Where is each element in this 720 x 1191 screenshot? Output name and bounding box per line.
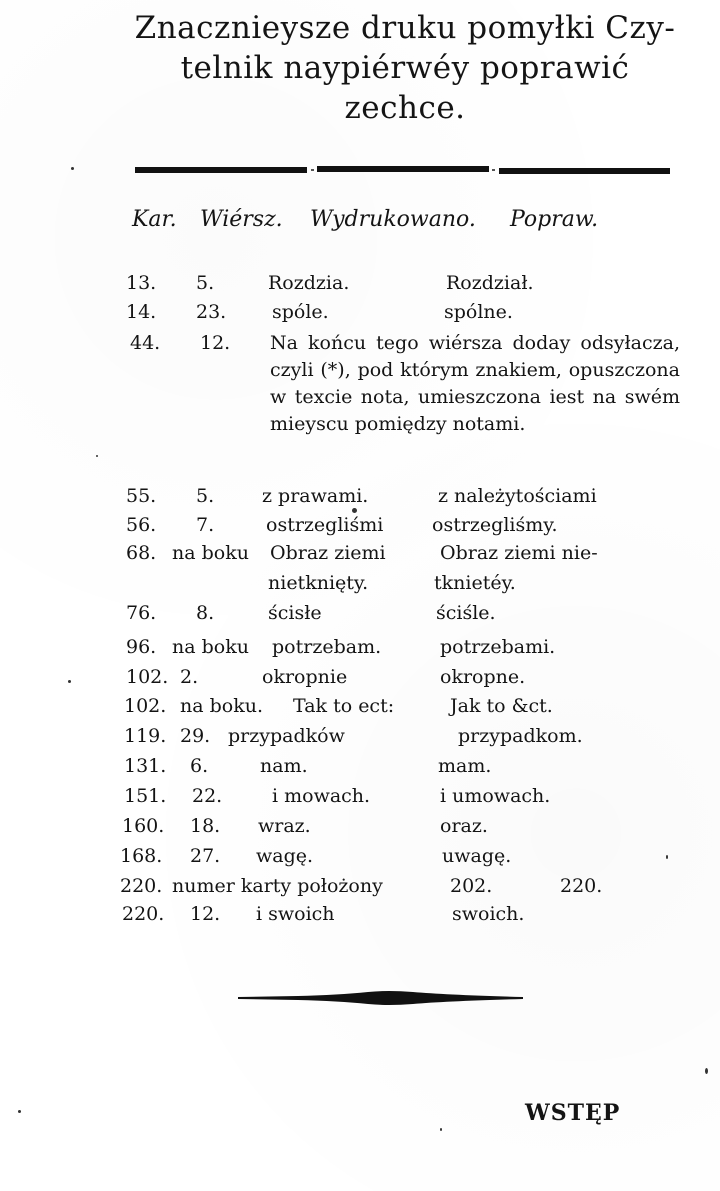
ink-speck (666, 855, 668, 859)
printed-text: potrzebam. (272, 636, 382, 658)
errata-row (0, 270, 720, 296)
line-number: 8. (196, 602, 215, 624)
page-number: 119. (124, 725, 167, 747)
header-printed: Wydrukowano. (310, 207, 476, 232)
errata-row (0, 483, 720, 509)
page-number: 76. (126, 602, 157, 624)
line-number: na boku. (180, 695, 263, 717)
corrected-text: Rozdział. (446, 272, 534, 294)
errata-row (0, 813, 720, 839)
title-line-2: telnik naypiérwéy poprawić (180, 50, 630, 86)
corrected-text: potrzebami. (440, 636, 556, 658)
bottom-ornament-rule (238, 985, 523, 1015)
printed-text: wraz. (258, 815, 311, 837)
corrected-text: 220. (560, 875, 603, 897)
page-number: 44. (130, 332, 161, 354)
page-number: 13. (126, 272, 157, 294)
corrected-text: oraz. (440, 815, 488, 837)
errata-row (0, 600, 720, 626)
printed-text: z prawami. (262, 485, 369, 507)
page-number: 55. (126, 485, 157, 507)
page-number: 220. (122, 903, 165, 925)
corrected-text: i umowach. (440, 785, 551, 807)
page-number: 56. (126, 514, 157, 536)
line-number: 29. (180, 725, 211, 747)
line-number: 2. (180, 666, 199, 688)
errata-row (0, 540, 720, 598)
line-number: na boku (172, 636, 249, 658)
errata-row (0, 512, 720, 538)
corrected-text: przypadkom. (458, 725, 583, 747)
errata-row (0, 664, 720, 690)
line-number: 5. (196, 272, 215, 294)
corrected-text: z należytościami (438, 485, 597, 507)
page-number: 96. (126, 636, 157, 658)
printed-text-continued: nietknięty. (268, 572, 369, 594)
line-number: numer karty położony (172, 875, 383, 897)
ink-speck (68, 680, 71, 683)
page-number: 102. (124, 695, 167, 717)
page-number: 68. (126, 542, 157, 564)
printed-text: ścisłe (268, 602, 322, 624)
page-number: 220. (120, 875, 163, 897)
errata-row (0, 753, 720, 779)
corrected-text: uwagę. (442, 845, 512, 867)
errata-row (0, 873, 720, 899)
errata-note: Na końcu tego wiérsza doday odsyłacza, czyli (*), pod którym znakiem, opuszczona w texcie nota, umieszczona iest na swém mieyscu pomiędzy notami. (270, 332, 680, 435)
corrected-text: okropne. (440, 666, 526, 688)
header-page: Kar. (132, 207, 177, 232)
errata-row (0, 723, 720, 749)
errata-row (0, 299, 720, 325)
page-number: 160. (122, 815, 165, 837)
corrected-text: Obraz ziemi nie- (440, 542, 598, 564)
printed-text: 202. (450, 875, 493, 897)
ink-speck (352, 508, 357, 513)
corrected-text-continued: tknietéy. (434, 572, 516, 594)
printed-text: Rozdzia. (268, 272, 350, 294)
line-number: 5. (196, 485, 215, 507)
line-number: 27. (190, 845, 221, 867)
printed-text: przypadków (228, 725, 345, 747)
errata-row (0, 901, 720, 927)
title-line-3: zechce. (344, 90, 466, 126)
corrected-text: ściśle. (436, 602, 496, 624)
page-number: 151. (124, 785, 167, 807)
page-number: 14. (126, 301, 157, 323)
printed-text: spóle. (272, 301, 329, 323)
ink-speck (18, 1110, 21, 1113)
ink-speck (71, 167, 74, 170)
printed-text: nam. (260, 755, 308, 777)
corrected-text: ostrzegliśmy. (432, 514, 558, 536)
title-line-1: Znacznieysze druku pomyłki Czy- (134, 10, 676, 46)
line-number: 22. (192, 785, 223, 807)
line-number: 18. (190, 815, 221, 837)
header-line: Wiérsz. (200, 207, 283, 232)
errata-row (0, 634, 720, 660)
header-correct: Popraw. (510, 207, 599, 232)
printed-text: wagę. (256, 845, 314, 867)
printed-text: Tak to ect: (293, 695, 395, 717)
catchword: WSTĘP (525, 1100, 621, 1126)
ink-speck (705, 1068, 708, 1074)
printed-text: i swoich (256, 903, 335, 925)
corrected-text: swoich. (452, 903, 525, 925)
line-number: na boku (172, 542, 249, 564)
line-number: 6. (190, 755, 209, 777)
page-number: 131. (124, 755, 167, 777)
ink-speck (96, 455, 98, 457)
corrected-text: spólne. (444, 301, 513, 323)
line-number: 23. (196, 301, 227, 323)
corrected-text: Jak to &ct. (450, 695, 553, 717)
line-number: 12. (200, 332, 231, 354)
printed-text: Obraz ziemi (270, 542, 386, 564)
page-number: 168. (120, 845, 163, 867)
printed-text: i mowach. (272, 785, 371, 807)
errata-row (0, 693, 720, 719)
errata-row (0, 330, 720, 480)
printed-text: ostrzegliśmi (266, 514, 384, 536)
ink-speck (440, 1128, 442, 1131)
errata-row (0, 783, 720, 809)
line-number: 7. (196, 514, 215, 536)
corrected-text: mam. (438, 755, 492, 777)
printed-text: okropnie (262, 666, 348, 688)
page-number: 102. (126, 666, 169, 688)
line-number: 12. (190, 903, 221, 925)
errata-row (0, 843, 720, 869)
